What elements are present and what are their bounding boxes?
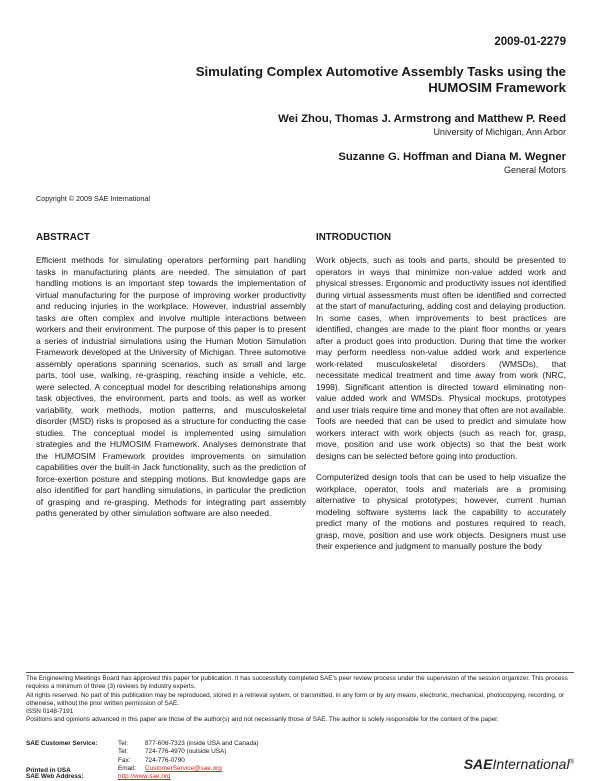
authors-group-2: Suzanne G. Hoffman and Diana M. Wegner (338, 151, 566, 163)
footer-notes (26, 675, 574, 725)
introduction-paragraph: Work objects, such as tools and parts, should be presented to operators in ways that minimize non-value added work and physical stresses. Ergonomic and productivity issues not identified during virtual assessments must often be identified and corrected at the start of manufacturing, adding cost and delaying production. In some cases, when improvements to best practices are identified, changes are made to the plant floor months or years after a product goes into production. During that time the worker may perform needless non-value added work and experience work-related musculoskeletal disorders (WMSDs), that necessitate medical treatment and time away from work (NRC, 1998). Significant attention is directed toward eliminating non-value added work and WMSDs. Physical mockups, prototypes and user trials require time and money that often are not available. Tools are needed that can be used to predict and simulate how workers interact with work objects (such as reach for, grasp, move, position and use work objects) so that the best work designs can be selected before going into production. (316, 255, 566, 461)
paper-title: Simulating Complex Automotive Assembly Tasks using the HUMOSIM Framework (195, 64, 566, 95)
abstract-section (36, 232, 306, 530)
sae-logo (464, 756, 574, 772)
printed-in: Printed in USA (26, 767, 71, 774)
contact-value: 724-776-4970 (outside USA) (145, 748, 227, 756)
contact-value: 724-776-0790 (145, 756, 185, 764)
customer-service-label: SAE Customer Service: (26, 740, 98, 747)
contact-block (26, 740, 345, 781)
contact-value: 877-606-7323 (inside USA and Canada) (145, 740, 259, 747)
peer-review-note: The Engineering Meetings Board has approved this paper for publication. It has successfully completed SAE's peer review process under the supervision of the session organizer. This process requires a minimum of three (3) reviews by industry experts. (26, 675, 568, 691)
rights-note: All rights reserved. No part of this publication may be reproduced, stored in a retrieval system, or transmitted, in any form or by any means, electronic, mechanical, photocopying, recording, or otherwise, without the prior written permission of SAE. (26, 691, 565, 707)
web-address-label: SAE Web Address: (26, 773, 84, 781)
logo-registered-mark: ® (569, 759, 574, 766)
contact-kind: Email: (118, 764, 136, 772)
logo-rest-text: International (492, 756, 570, 772)
authors-group-1: Wei Zhou, Thomas J. Armstrong and Matthew P. Reed (278, 113, 566, 125)
contact-kind: Fax: (118, 756, 131, 764)
web-address-link[interactable]: http://www.sae.org (118, 773, 171, 781)
positions-note: Positions and opinions advanced in this paper are those of the author(s) and not necessarily those of SAE. The author is solely responsible for the content of the paper. (26, 716, 499, 724)
introduction-section (316, 232, 566, 563)
email-link[interactable]: CustomerService@sae.org (145, 764, 222, 772)
affiliation-group-1: University of Michigan, Ann Arbor (433, 127, 566, 137)
contact-kind: Tel: (118, 740, 128, 747)
introduction-paragraph: Computerized design tools that can be used to help visualize the workplace, operator, tools and materials are a promising alternative to physical prototypes; however, current human modeling software systems lack the capability to accurately predict many of the motions and postures required to reach, grasp, move, position and use work objects. Designers must use their experience and judgment to manually posture the body (316, 472, 566, 551)
paper-number: 2009-01-2279 (494, 36, 566, 48)
abstract-text: Efficient methods for simulating operators performing part handling tasks in manufacturing plants are needed. The simulation of part handling motions is an important step towards the implementation of virtual manufacturing for the purpose of improving worker productivity and reducing injuries in the workplace. However, industrial assembly tasks are often complex and involve multiple interactions between workers and their environment. The purpose of this paper is to present a series of industrial simulations using the Human Motion Simulation Framework developed at the University of Michigan. Three automotive assembly operations spanning scenarios, such as small and large parts, tool use, walking, re-grasping, reaching inside a vehicle, etc. were selected. A conceptual model for describing relationships among task objectives, the environment, parts and tools, as well as worker variability, work methods, motion patterns, and musculoskeletal disorder (MSD) risks is proposed as a structure for conducting the case studies. The conceptual model is implemented using simulation strategies and the HUMOSIM Framework. Analyses demonstrate that the HUMOSIM Framework provides improvements on simulation capabilities over the built-in Jack functionality, such as the prediction of force-exertion posture and stepping motions. But knowledge gaps are also identified for part handling simulations, in particular the prediction of grasping and re-grasping. Methods for integrating part assembly paths generated by other simulation software are also needed. (36, 255, 306, 518)
copyright-notice: Copyright © 2009 SAE International (36, 194, 150, 203)
abstract-heading: ABSTRACT (36, 232, 90, 243)
introduction-heading: INTRODUCTION (316, 232, 392, 243)
footer-divider (26, 672, 574, 673)
issn-note: ISSN 0148-7191 (26, 708, 74, 716)
affiliation-group-2: General Motors (503, 165, 566, 175)
logo-bold-text: SAE (463, 756, 493, 772)
contact-kind: Tel: (118, 748, 128, 756)
